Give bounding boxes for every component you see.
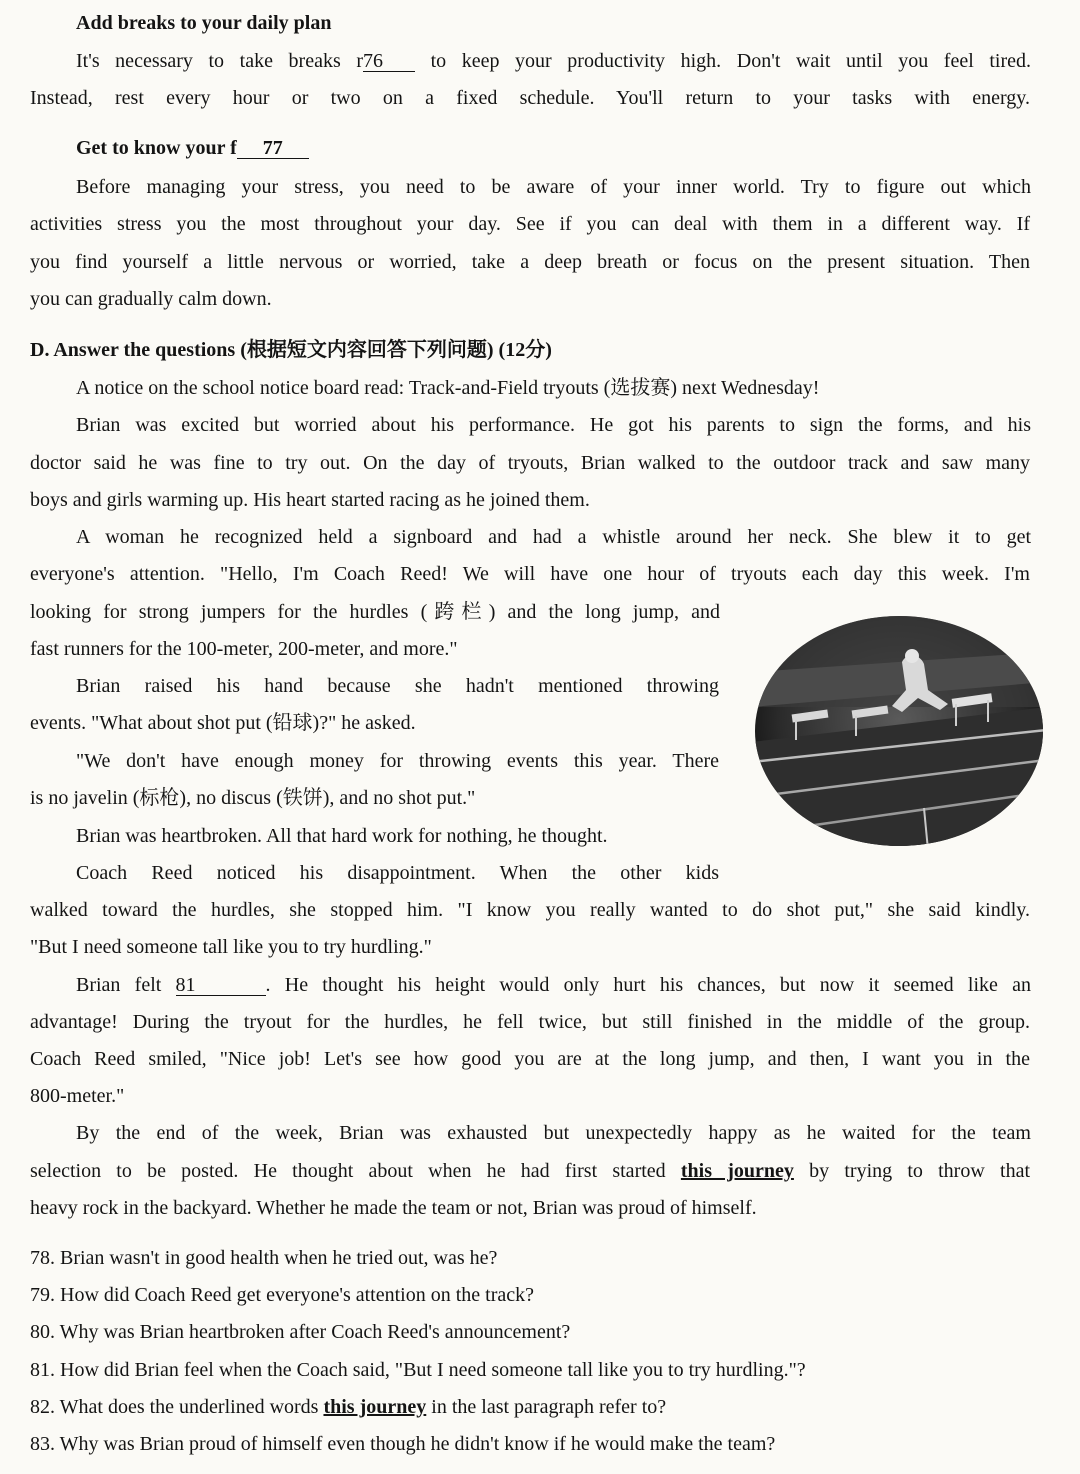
story-p2-line-2: doctor said he was fine to try out. On the day of tryouts, Brian walked to the outdoor track and saw many — [30, 452, 1030, 474]
text: Get to know your f — [76, 137, 237, 159]
question-80: 80. Why was Brian heartbroken after Coach Reed's announcement? — [30, 1321, 571, 1343]
story-p5-line-1: "We don't have enough money for throwing events this year. There — [76, 750, 719, 772]
question-79: 79. How did Coach Reed get everyone's attention on the track? — [30, 1284, 535, 1306]
text: to keep your productivity high. Don't wait until you feel tired. — [414, 50, 1032, 72]
question-78: 78. Brian wasn't in good health when he tried out, was he? — [30, 1247, 498, 1269]
story-p6: Brian was heartbroken. All that hard work for nothing, he thought. — [76, 825, 608, 847]
story-p7-line-1: Coach Reed noticed his disappointment. When the other kids — [76, 862, 719, 884]
story-p3-line-1: A woman he recognized held a signboard and had a whistle around her neck. She blew it to get — [76, 526, 1031, 548]
text: 82. What does the underlined words — [30, 1396, 324, 1418]
story-p5-line-2: is no javelin (标枪), no discus (铁饼), and no shot put." — [30, 787, 476, 809]
story-p4-line-1: Brian raised his hand because she hadn't mentioned throwing — [76, 675, 719, 697]
photo-scene — [752, 612, 1046, 850]
story-p3-line-4: fast runners for the 100-meter, 200-meter, and more." — [30, 638, 458, 660]
story-p7-line-2: walked toward the hurdles, she stopped him. "I know you really wanted to do shot put," she said kindly. — [30, 899, 1030, 921]
heading-add-breaks: Add breaks to your daily plan — [76, 12, 332, 34]
story-p2-line-3: boys and girls warming up. His heart started racing as he joined them. — [30, 489, 590, 511]
text: Brian felt — [76, 974, 176, 996]
underlined-this-journey-q: this journey — [323, 1396, 427, 1418]
text: in the last paragraph refer to? — [426, 1396, 667, 1418]
story-p7-line-3: "But I need someone tall like you to try hurdling." — [30, 936, 432, 958]
story-p9-line-3: heavy rock in the backyard. Whether he made the team or not, Brian was proud of himself. — [30, 1197, 757, 1219]
hurdler-photo — [752, 612, 1046, 850]
question-82 — [30, 1395, 666, 1419]
story-p8-line-3: Coach Reed smiled, "Nice job! Let's see how good you are at the long jump, and then, I want you in the — [30, 1048, 1030, 1070]
story-p8-line-2: advantage! During the tryout for the hurdles, he fell twice, but still finished in the middle of the group. — [30, 1011, 1030, 1033]
story-p3-line-3: looking for strong jumpers for the hurdles (跨栏) and the long jump, and — [30, 601, 720, 623]
story-notice: A notice on the school notice board read: Track-and-Field tryouts (选拔赛) next Wednesday! — [76, 377, 820, 399]
blank-77[interactable]: 77 — [237, 138, 309, 159]
para-breaks-line-1 — [76, 49, 1031, 73]
para-stress-line-1: Before managing your stress, you need to be aware of your inner world. Try to figure out which — [76, 176, 1031, 198]
heading-know-your — [76, 136, 309, 160]
question-83: 83. Why was Brian proud of himself even though he didn't know if he would make the team? — [30, 1433, 776, 1455]
section-d-heading: D. Answer the questions (根据短文内容回答下列问题) (12分) — [30, 339, 552, 361]
story-p4-line-2: events. "What about shot put (铅球)?" he asked. — [30, 712, 416, 734]
story-p8-line-1 — [76, 973, 1031, 997]
blank-76[interactable]: 76 — [363, 51, 415, 72]
text: . He thought his height would only hurt his chances, but now it seemed like an — [265, 974, 1031, 996]
story-p8-line-4: 800-meter." — [30, 1085, 125, 1107]
text: by trying to throw that — [793, 1160, 1031, 1182]
question-81: 81. How did Brian feel when the Coach said, "But I need someone tall like you to try hurdling."? — [30, 1359, 806, 1381]
story-p9-line-2 — [30, 1159, 1030, 1183]
text: selection to be posted. He thought about when he had first started — [30, 1160, 681, 1182]
text: It's necessary to take breaks r — [76, 50, 363, 72]
blank-81[interactable]: 81 — [176, 975, 266, 996]
story-p3-line-2: everyone's attention. "Hello, I'm Coach Reed! We will have one hour of tryouts each day this week. I'm — [30, 563, 1030, 585]
story-p9-line-1: By the end of the week, Brian was exhausted but unexpectedly happy as he waited for the team — [76, 1122, 1031, 1144]
story-p2-line-1: Brian was excited but worried about his performance. He got his parents to sign the forms, and his — [76, 414, 1031, 436]
para-breaks-line-2: Instead, rest every hour or two on a fixed schedule. You'll return to your tasks with energy. — [30, 87, 1030, 109]
para-stress-line-2: activities stress you the most throughout your day. See if you can deal with them in a different way. If — [30, 213, 1030, 235]
para-stress-line-3: you find yourself a little nervous or worried, take a deep breath or focus on the present situation. Then — [30, 251, 1030, 273]
para-stress-line-4: you can gradually calm down. — [30, 288, 272, 310]
underlined-this-journey: this journey — [680, 1160, 794, 1182]
